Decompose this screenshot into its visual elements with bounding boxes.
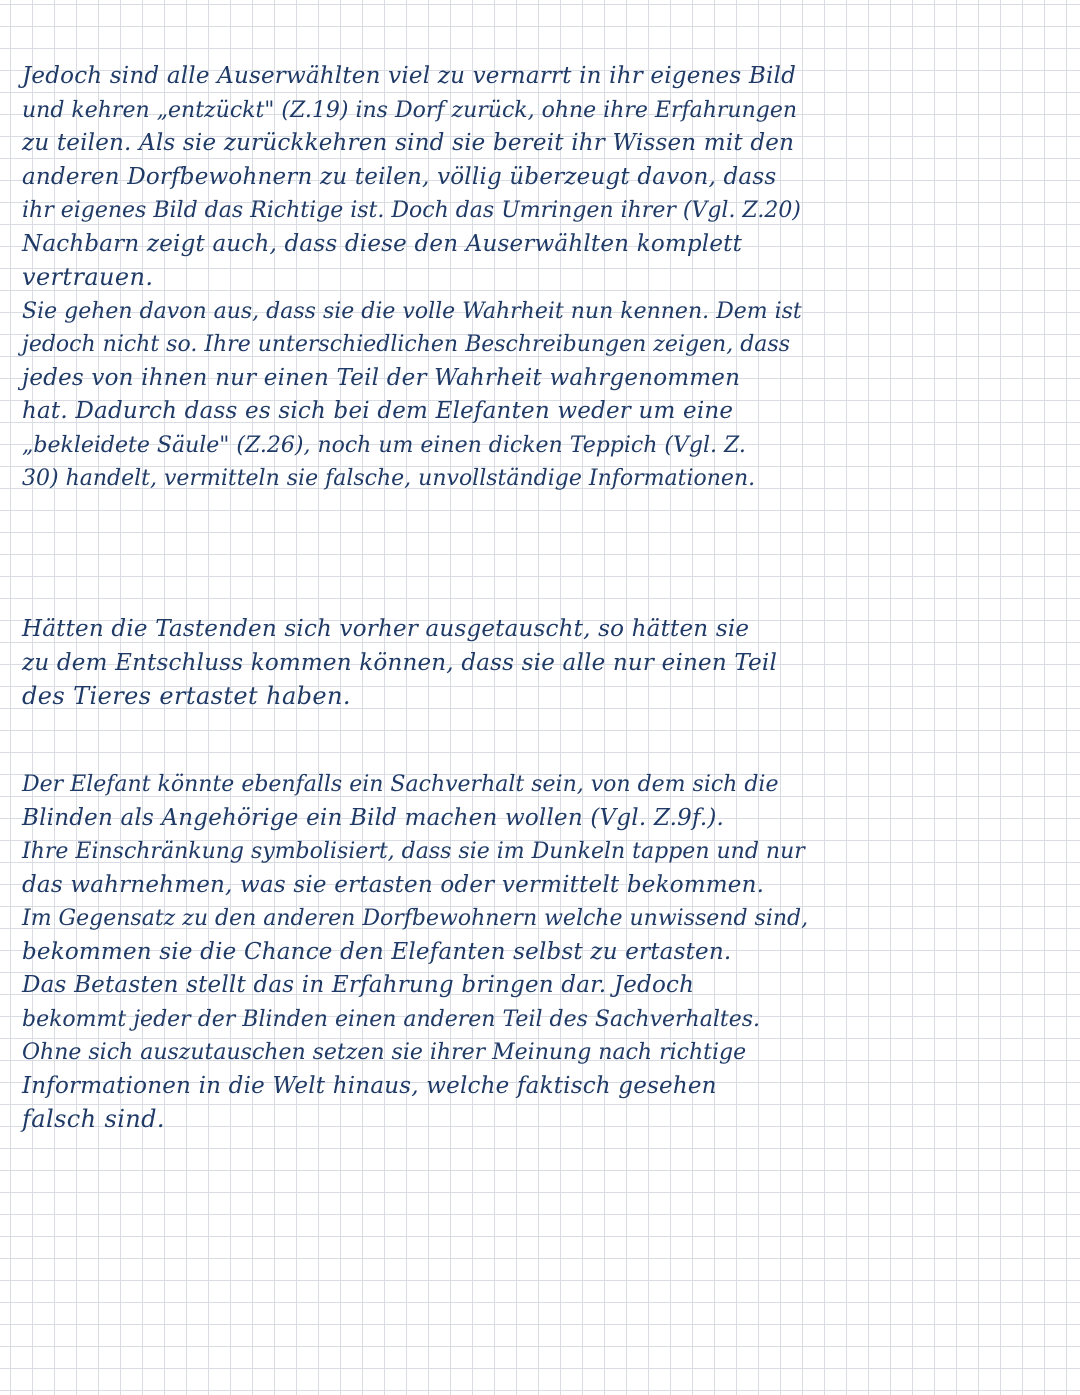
text-line: Ohne sich auszutauschen setzen sie ihrer Meinung nach richtige xyxy=(22,1040,747,1065)
text-line: 30) handelt, vermitteln sie falsche, unvollständige Informationen. xyxy=(22,466,756,491)
text-line: Jedoch sind alle Auserwählten viel zu vernarrt in ihr eigenes Bild xyxy=(22,63,797,89)
text-line: jedes von ihnen nur einen Teil der Wahrheit wahrgenommen xyxy=(22,364,741,391)
text-line: Der Elefant könnte ebenfalls ein Sachverhalt sein, von dem sich die xyxy=(22,772,779,797)
text-line: bekommen sie die Chance den Elefanten selbst zu ertasten. xyxy=(22,938,732,965)
paragraph-1 xyxy=(22,60,1062,496)
text-line: Informationen in die Welt hinaus, welche faktisch gesehen xyxy=(22,1072,717,1099)
text-line: zu teilen. Als sie zurückkehren sind sie bereit ihr Wissen mit den xyxy=(22,130,795,156)
paragraph-2 xyxy=(22,613,1062,714)
text-line: Sie gehen davon aus, dass sie die volle Wahrheit nun kennen. Dem ist xyxy=(22,298,802,324)
text-line: vertrauen. xyxy=(22,263,154,291)
text-line: Das Betasten stellt das in Erfahrung bringen dar. Jedoch xyxy=(22,972,695,998)
text-line: anderen Dorfbewohnern zu teilen, völlig überzeugt davon, dass xyxy=(22,163,777,190)
text-line: zu dem Entschluss kommen können, dass sie alle nur einen Teil xyxy=(22,649,778,676)
text-line: Ihre Einschränkung symbolisiert, dass sie im Dunkeln tappen und nur xyxy=(22,839,805,864)
paragraph-3 xyxy=(22,768,1062,1137)
text-line: Hätten die Tastenden sich vorher ausgetauscht, so hätten sie xyxy=(22,616,750,642)
text-line: Nachbarn zeigt auch, dass diese den Auserwählten komplett xyxy=(22,230,743,257)
text-line: bekommt jeder der Blinden einen anderen Teil des Sachverhaltes. xyxy=(22,1006,761,1032)
text-line: das wahrnehmen, was sie ertasten oder vermittelt bekommen. xyxy=(22,871,765,898)
text-line: ihr eigenes Bild das Richtige ist. Doch das Umringen ihrer (Vgl. Z.20) xyxy=(22,198,801,223)
text-line: „bekleidete Säule" (Z.26), noch um einen dicken Teppich (Vgl. Z. xyxy=(22,432,746,458)
text-line: falsch sind. xyxy=(22,1105,165,1133)
text-line: und kehren „entzückt" (Z.19) ins Dorf zurück, ohne ihre Erfahrungen xyxy=(22,97,798,123)
text-line: jedoch nicht so. Ihre unterschiedlichen Beschreibungen zeigen, dass xyxy=(22,332,790,357)
text-line: hat. Dadurch dass es sich bei dem Elefanten weder um eine xyxy=(22,398,734,424)
text-line: Blinden als Angehörige ein Bild machen wollen (Vgl. Z.9f.). xyxy=(22,804,725,831)
text-line: des Tieres ertastet haben. xyxy=(22,682,351,710)
text-line: Im Gegensatz zu den anderen Dorfbewohnern welche unwissend sind, xyxy=(22,906,809,931)
